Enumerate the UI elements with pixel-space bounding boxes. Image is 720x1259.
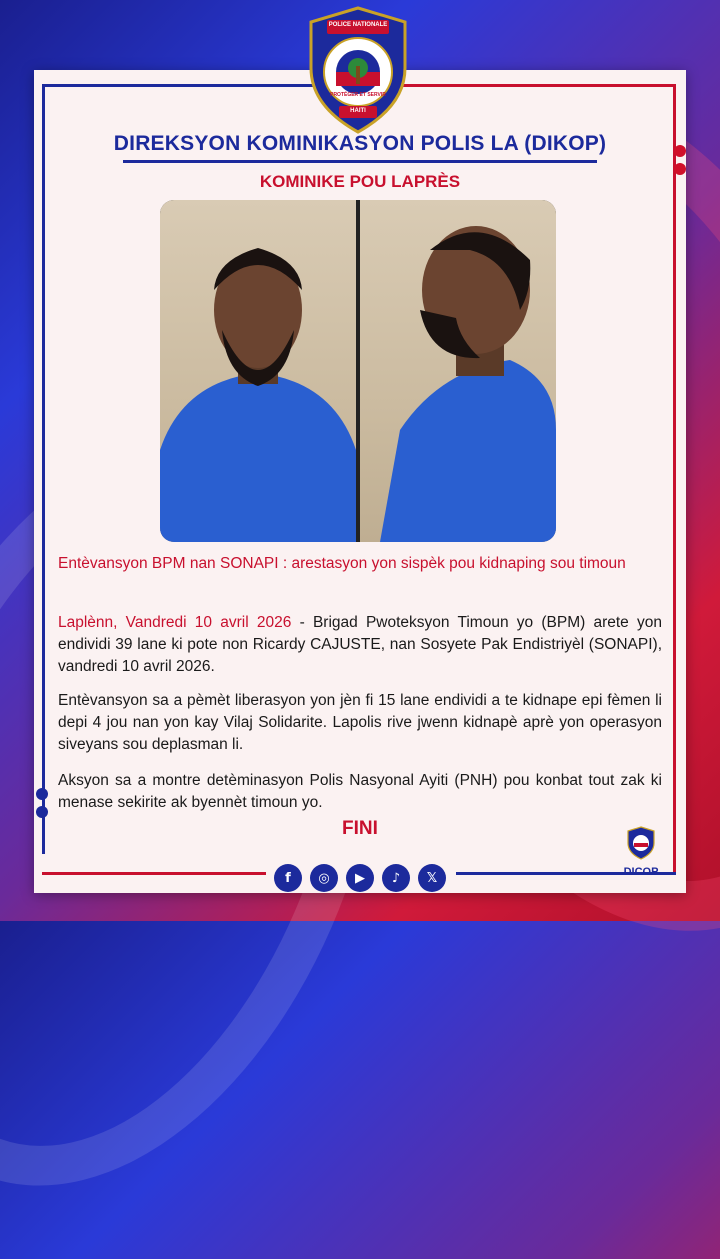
instagram-icon[interactable]: ◎ xyxy=(310,864,338,892)
tiktok-icon[interactable]: ♪ xyxy=(382,864,410,892)
badge-top-text: POLICE NATIONALE xyxy=(328,22,388,28)
dicop-badge-icon xyxy=(626,826,656,860)
frame-line xyxy=(386,84,676,87)
dicop-label: DICOP xyxy=(623,866,659,878)
paragraph-1-body: - Brigad Pwoteksyon Timoun yo (BPM) arete yon endividi 39 lane ki pote non Ricardy CAJUSTE, nan Sosyete Pak Endistriyèl (SONAPI), vandredi 10 avril 2026. xyxy=(58,614,663,675)
facebook-icon[interactable]: f xyxy=(274,864,302,892)
paragraph-1 xyxy=(58,612,662,678)
end-marker: FINI xyxy=(342,818,378,839)
suspect-photos xyxy=(160,200,556,542)
suspect-photo-profile xyxy=(360,200,556,542)
page-title: DIREKSYON KOMINIKASYON POLIS LA (DIKOP) xyxy=(113,132,607,155)
suspect-photo-front xyxy=(160,200,356,542)
dicop-logo xyxy=(620,826,662,878)
article-headline: Entèvansyon BPM nan SONAPI : arestasyon yon sispèk pou kidnaping sou timoun xyxy=(58,555,626,572)
title-underline xyxy=(123,160,597,163)
paragraph-2: Entèvansyon sa a pèmèt liberasyon yon jèn fi 15 lane endividi a te kidnape epi fèmen li depi 4 jou nan yon kay Vilaj Solidarite. Lapolis rive jwenn kidnapè aprè yon operasyon siveyans sou deplasman li. xyxy=(58,692,662,753)
frame-line xyxy=(673,84,676,874)
page-subtitle: KOMINIKE POU LAPRÈS xyxy=(259,172,461,191)
frame-line xyxy=(42,84,45,854)
x-icon[interactable]: 𝕏 xyxy=(418,864,446,892)
badge-ring-text: PROTÉGER ET SERVIR xyxy=(330,92,386,98)
frame-line xyxy=(42,872,266,875)
badge-bottom-text: HAITI xyxy=(350,108,366,114)
paragraph-3: Aksyon sa a montre detèminasyon Polis Nasyonal Ayiti (PNH) pou konbat tout zak ki menase sekirite ak byennèt timoun yo. xyxy=(58,772,662,811)
dateline: Laplènn, Vandredi 10 avril 2026 xyxy=(58,614,292,631)
social-links xyxy=(274,864,446,892)
youtube-icon[interactable]: ▶ xyxy=(346,864,374,892)
